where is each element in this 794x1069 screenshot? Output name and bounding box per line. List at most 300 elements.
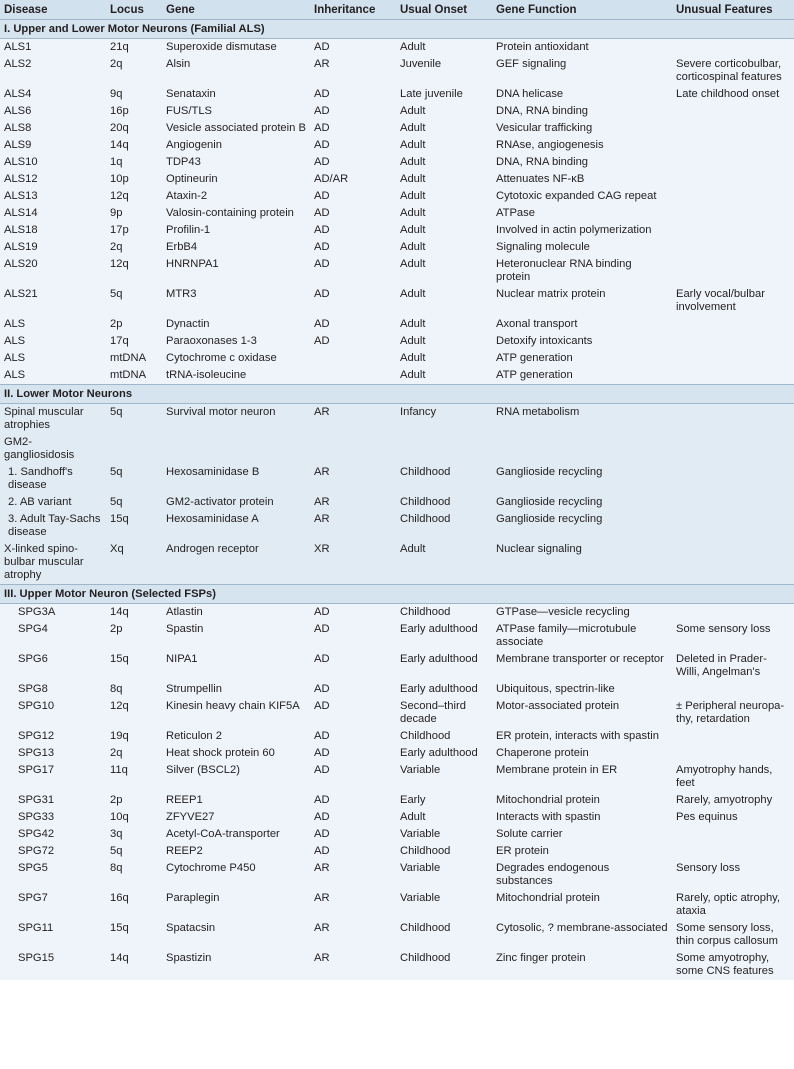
cell-gene: ZFYVE27 <box>162 809 310 826</box>
cell-disease: SPG15 <box>0 950 106 980</box>
cell-inheritance: AD <box>310 239 396 256</box>
cell-gene: Superoxide dismutase <box>162 39 310 57</box>
cell-inheritance: AD <box>310 286 396 316</box>
table-row <box>0 762 794 792</box>
cell-locus: 2q <box>106 745 162 762</box>
table-row <box>0 920 794 950</box>
cell-locus: 2q <box>106 239 162 256</box>
cell-usual-onset: Adult <box>396 188 492 205</box>
cell-disease: ALS19 <box>0 239 106 256</box>
cell-gene: Hexosaminidase B <box>162 464 310 494</box>
cell-inheritance: AR <box>310 890 396 920</box>
cell-usual-onset: Adult <box>396 333 492 350</box>
cell-gene: Spastizin <box>162 950 310 980</box>
cell-unusual-features: Late childhood onset <box>672 86 794 103</box>
cell-gene-function: Ganglioside recycling <box>492 511 672 541</box>
cell-locus: 10p <box>106 171 162 188</box>
table-row <box>0 809 794 826</box>
cell-unusual-features <box>672 404 794 435</box>
cell-usual-onset: Adult <box>396 39 492 57</box>
table-row <box>0 464 794 494</box>
cell-locus: 14q <box>106 950 162 980</box>
table-row <box>0 154 794 171</box>
cell-disease: SPG33 <box>0 809 106 826</box>
cell-disease: SPG7 <box>0 890 106 920</box>
cell-inheritance: AD <box>310 205 396 222</box>
cell-unusual-features <box>672 464 794 494</box>
cell-disease: 3. Adult Tay-Sachs disease <box>0 511 106 541</box>
cell-unusual-features: Rarely, optic atrophy, ataxia <box>672 890 794 920</box>
cell-inheritance: AD <box>310 698 396 728</box>
table-row <box>0 434 794 464</box>
cell-gene-function: GEF signaling <box>492 56 672 86</box>
table-row <box>0 511 794 541</box>
cell-locus: 14q <box>106 137 162 154</box>
table-row <box>0 728 794 745</box>
cell-usual-onset: Juvenile <box>396 56 492 86</box>
cell-unusual-features: Amyotrophy hands, feet <box>672 762 794 792</box>
cell-disease: ALS4 <box>0 86 106 103</box>
cell-unusual-features: Early vocal/bulbar involvement <box>672 286 794 316</box>
cell-disease: SPG42 <box>0 826 106 843</box>
cell-inheritance: AD <box>310 745 396 762</box>
cell-disease: SPG8 <box>0 681 106 698</box>
cell-inheritance: AR <box>310 56 396 86</box>
cell-gene: MTR3 <box>162 286 310 316</box>
table-row <box>0 350 794 367</box>
cell-disease: Spinal muscular atrophies <box>0 404 106 435</box>
table-row <box>0 950 794 980</box>
cell-gene-function: DNA, RNA binding <box>492 154 672 171</box>
cell-inheritance: AD <box>310 188 396 205</box>
cell-usual-onset: Adult <box>396 154 492 171</box>
cell-locus: 15q <box>106 651 162 681</box>
table-row <box>0 316 794 333</box>
cell-inheritance: AD <box>310 621 396 651</box>
cell-inheritance: AR <box>310 511 396 541</box>
cell-gene: Valosin-containing protein <box>162 205 310 222</box>
cell-usual-onset: Adult <box>396 239 492 256</box>
cell-inheritance: AD <box>310 137 396 154</box>
section-title: II. Lower Motor Neurons <box>0 385 794 404</box>
cell-locus: 17p <box>106 222 162 239</box>
table-row <box>0 188 794 205</box>
cell-gene-function: ATP generation <box>492 367 672 385</box>
cell-locus: 5q <box>106 404 162 435</box>
cell-gene: Angiogenin <box>162 137 310 154</box>
cell-disease: SPG3A <box>0 604 106 622</box>
cell-gene-function: Zinc finger protein <box>492 950 672 980</box>
cell-usual-onset: Adult <box>396 103 492 120</box>
cell-gene-function: Vesicular trafficking <box>492 120 672 137</box>
cell-disease: SPG72 <box>0 843 106 860</box>
table-row <box>0 39 794 57</box>
cell-gene-function: Membrane transporter or receptor <box>492 651 672 681</box>
cell-gene-function: Degrades endogenous substances <box>492 860 672 890</box>
table-row <box>0 404 794 435</box>
cell-gene: Hexosaminidase A <box>162 511 310 541</box>
cell-usual-onset: Adult <box>396 541 492 585</box>
cell-gene: ErbB4 <box>162 239 310 256</box>
section-header <box>0 585 794 604</box>
cell-gene-function: GTPase—vesicle recycling <box>492 604 672 622</box>
section-upper-motor-neuron <box>0 585 794 981</box>
cell-gene: TDP43 <box>162 154 310 171</box>
cell-unusual-features <box>672 222 794 239</box>
cell-unusual-features <box>672 137 794 154</box>
cell-usual-onset: Variable <box>396 762 492 792</box>
table-row <box>0 120 794 137</box>
cell-gene-function: Detoxify intoxicants <box>492 333 672 350</box>
cell-disease: ALS6 <box>0 103 106 120</box>
cell-gene: Cytochrome c oxidase <box>162 350 310 367</box>
cell-locus: 5q <box>106 286 162 316</box>
cell-usual-onset: Variable <box>396 890 492 920</box>
cell-gene: Dynactin <box>162 316 310 333</box>
cell-inheritance: AR <box>310 950 396 980</box>
cell-usual-onset: Childhood <box>396 920 492 950</box>
cell-unusual-features <box>672 188 794 205</box>
cell-gene-function: ATPase family—microtubule associate <box>492 621 672 651</box>
table-row <box>0 698 794 728</box>
cell-gene: NIPA1 <box>162 651 310 681</box>
cell-disease: ALS21 <box>0 286 106 316</box>
cell-gene-function: Nuclear matrix protein <box>492 286 672 316</box>
cell-inheritance: AR <box>310 860 396 890</box>
table-row <box>0 860 794 890</box>
cell-disease: SPG10 <box>0 698 106 728</box>
cell-locus: 12q <box>106 698 162 728</box>
cell-usual-onset: Childhood <box>396 464 492 494</box>
cell-usual-onset: Childhood <box>396 728 492 745</box>
table-row <box>0 745 794 762</box>
cell-inheritance: AD <box>310 809 396 826</box>
cell-locus: 17q <box>106 333 162 350</box>
cell-disease: SPG6 <box>0 651 106 681</box>
cell-unusual-features: Sensory loss <box>672 860 794 890</box>
cell-inheritance: AD <box>310 843 396 860</box>
section-title: III. Upper Motor Neuron (Selected FSPs) <box>0 585 794 604</box>
cell-unusual-features <box>672 494 794 511</box>
cell-inheritance: AD <box>310 681 396 698</box>
cell-gene-function: Cytosolic, ? membrane-associated <box>492 920 672 950</box>
cell-inheritance: AR <box>310 920 396 950</box>
cell-unusual-features: Some amyotrophy, some CNS features <box>672 950 794 980</box>
cell-gene: Cytochrome P450 <box>162 860 310 890</box>
cell-unusual-features <box>672 681 794 698</box>
cell-usual-onset: Early adulthood <box>396 681 492 698</box>
cell-locus: 3q <box>106 826 162 843</box>
cell-gene: Vesicle associated protein B <box>162 120 310 137</box>
cell-gene: Paraplegin <box>162 890 310 920</box>
cell-gene-function: ATP generation <box>492 350 672 367</box>
cell-inheritance: AR <box>310 464 396 494</box>
cell-inheritance: AD <box>310 39 396 57</box>
cell-gene-function: Membrane protein in ER <box>492 762 672 792</box>
cell-gene: GM2-activator protein <box>162 494 310 511</box>
cell-gene-function: DNA, RNA binding <box>492 103 672 120</box>
table-row <box>0 621 794 651</box>
cell-unusual-features <box>672 256 794 286</box>
cell-gene-function: Mitochondrial protein <box>492 890 672 920</box>
cell-locus: 8q <box>106 860 162 890</box>
table-row <box>0 86 794 103</box>
cell-locus: 9q <box>106 86 162 103</box>
cell-disease: ALS9 <box>0 137 106 154</box>
cell-unusual-features <box>672 120 794 137</box>
cell-disease: SPG13 <box>0 745 106 762</box>
cell-locus: 21q <box>106 39 162 57</box>
cell-unusual-features: Some sensory loss, thin corpus callosum <box>672 920 794 950</box>
cell-disease: SPG12 <box>0 728 106 745</box>
cell-unusual-features <box>672 826 794 843</box>
cell-disease: SPG11 <box>0 920 106 950</box>
cell-inheritance: AD <box>310 333 396 350</box>
cell-gene-function: Solute carrier <box>492 826 672 843</box>
cell-gene-function: Mitochondrial protein <box>492 792 672 809</box>
cell-locus: mtDNA <box>106 367 162 385</box>
cell-disease: ALS8 <box>0 120 106 137</box>
cell-gene-function: Involved in actin polymerization <box>492 222 672 239</box>
cell-gene: Optineurin <box>162 171 310 188</box>
cell-gene: Silver (BSCL2) <box>162 762 310 792</box>
cell-inheritance: AD <box>310 316 396 333</box>
section-familial-als <box>0 20 794 385</box>
cell-gene: Survival motor neuron <box>162 404 310 435</box>
cell-usual-onset: Early <box>396 792 492 809</box>
cell-usual-onset: Childhood <box>396 494 492 511</box>
cell-inheritance: AD <box>310 222 396 239</box>
table-row <box>0 56 794 86</box>
cell-gene: Kinesin heavy chain KIF5A <box>162 698 310 728</box>
table-row <box>0 890 794 920</box>
cell-usual-onset: Late juvenile <box>396 86 492 103</box>
cell-disease: ALS <box>0 316 106 333</box>
cell-unusual-features <box>672 511 794 541</box>
cell-gene-function: Chaperone protein <box>492 745 672 762</box>
cell-usual-onset: Adult <box>396 256 492 286</box>
cell-unusual-features: Severe corticobulbar, corticospinal features <box>672 56 794 86</box>
cell-unusual-features <box>672 367 794 385</box>
cell-gene-function: Ganglioside recycling <box>492 464 672 494</box>
cell-unusual-features <box>672 541 794 585</box>
table-row <box>0 205 794 222</box>
cell-gene: Reticulon 2 <box>162 728 310 745</box>
cell-gene-function: DNA helicase <box>492 86 672 103</box>
cell-gene-function: Heteronuclear RNA binding protein <box>492 256 672 286</box>
cell-unusual-features <box>672 434 794 464</box>
cell-gene-function: Signaling molecule <box>492 239 672 256</box>
cell-usual-onset: Adult <box>396 367 492 385</box>
cell-locus: 16p <box>106 103 162 120</box>
cell-unusual-features <box>672 604 794 622</box>
cell-inheritance: AD <box>310 792 396 809</box>
table-row <box>0 651 794 681</box>
table-row <box>0 843 794 860</box>
cell-inheritance <box>310 434 396 464</box>
section-header <box>0 20 794 39</box>
cell-inheritance: AR <box>310 404 396 435</box>
cell-locus: 14q <box>106 604 162 622</box>
cell-locus: 1q <box>106 154 162 171</box>
cell-gene: Alsin <box>162 56 310 86</box>
cell-usual-onset: Childhood <box>396 511 492 541</box>
cell-inheritance: AD <box>310 86 396 103</box>
cell-locus: 2q <box>106 56 162 86</box>
cell-locus <box>106 434 162 464</box>
cell-inheritance: AD <box>310 256 396 286</box>
cell-unusual-features <box>672 239 794 256</box>
cell-gene: Atlastin <box>162 604 310 622</box>
cell-usual-onset <box>396 434 492 464</box>
cell-disease: ALS20 <box>0 256 106 286</box>
table-row <box>0 541 794 585</box>
cell-inheritance <box>310 350 396 367</box>
header-row <box>0 0 794 20</box>
table-row <box>0 256 794 286</box>
table-row <box>0 792 794 809</box>
cell-gene-function: ER protein <box>492 843 672 860</box>
cell-unusual-features <box>672 39 794 57</box>
cell-locus: 11q <box>106 762 162 792</box>
cell-usual-onset: Variable <box>396 860 492 890</box>
cell-usual-onset: Infancy <box>396 404 492 435</box>
cell-locus: 9p <box>106 205 162 222</box>
cell-unusual-features: Some sensory loss <box>672 621 794 651</box>
cell-gene: REEP2 <box>162 843 310 860</box>
cell-locus: mtDNA <box>106 350 162 367</box>
table-row <box>0 826 794 843</box>
cell-disease: ALS2 <box>0 56 106 86</box>
cell-disease: SPG5 <box>0 860 106 890</box>
cell-usual-onset: Variable <box>396 826 492 843</box>
cell-gene-function: Ganglioside recycling <box>492 494 672 511</box>
cell-disease: ALS <box>0 350 106 367</box>
table-row <box>0 171 794 188</box>
cell-unusual-features <box>672 103 794 120</box>
cell-disease: ALS <box>0 333 106 350</box>
cell-disease: GM2-gangliosidosis <box>0 434 106 464</box>
table-row <box>0 239 794 256</box>
cell-inheritance: AD <box>310 826 396 843</box>
cell-locus: 5q <box>106 843 162 860</box>
cell-locus: 15q <box>106 920 162 950</box>
cell-locus: 19q <box>106 728 162 745</box>
cell-locus: 16q <box>106 890 162 920</box>
cell-inheritance: AD <box>310 728 396 745</box>
cell-disease: 1. Sandhoff's disease <box>0 464 106 494</box>
cell-unusual-features <box>672 154 794 171</box>
table-row <box>0 222 794 239</box>
section-lower-motor-neurons <box>0 385 794 585</box>
cell-gene: Spatacsin <box>162 920 310 950</box>
cell-locus: 2p <box>106 316 162 333</box>
cell-unusual-features <box>672 205 794 222</box>
header-locus: Locus <box>106 0 162 20</box>
cell-disease: ALS12 <box>0 171 106 188</box>
cell-locus: 5q <box>106 494 162 511</box>
header-gene: Gene <box>162 0 310 20</box>
cell-gene: Senataxin <box>162 86 310 103</box>
cell-disease: X-linked spino-bulbar muscular atrophy <box>0 541 106 585</box>
cell-gene-function: Motor-associated protein <box>492 698 672 728</box>
cell-usual-onset: Childhood <box>396 843 492 860</box>
cell-gene-function: Ubiquitous, spectrin-like <box>492 681 672 698</box>
cell-unusual-features <box>672 333 794 350</box>
header-unusual-features: Unusual Features <box>672 0 794 20</box>
cell-usual-onset: Adult <box>396 171 492 188</box>
cell-gene: Acetyl-CoA-transporter <box>162 826 310 843</box>
cell-usual-onset: Early adulthood <box>396 745 492 762</box>
cell-unusual-features <box>672 350 794 367</box>
cell-disease: SPG17 <box>0 762 106 792</box>
cell-inheritance: XR <box>310 541 396 585</box>
cell-unusual-features: Pes equinus <box>672 809 794 826</box>
cell-disease: ALS18 <box>0 222 106 239</box>
cell-usual-onset: Adult <box>396 286 492 316</box>
cell-gene-function: Protein antioxidant <box>492 39 672 57</box>
cell-gene: FUS/TLS <box>162 103 310 120</box>
cell-unusual-features <box>672 171 794 188</box>
header-gene-function: Gene Function <box>492 0 672 20</box>
cell-locus: 10q <box>106 809 162 826</box>
cell-locus: Xq <box>106 541 162 585</box>
cell-inheritance <box>310 367 396 385</box>
cell-inheritance: AR <box>310 494 396 511</box>
cell-gene: HNRNPA1 <box>162 256 310 286</box>
cell-disease: ALS13 <box>0 188 106 205</box>
cell-locus: 12q <box>106 188 162 205</box>
cell-disease: ALS14 <box>0 205 106 222</box>
cell-usual-onset: Early adulthood <box>396 651 492 681</box>
cell-gene: Profilin-1 <box>162 222 310 239</box>
cell-gene: REEP1 <box>162 792 310 809</box>
cell-inheritance: AD/AR <box>310 171 396 188</box>
cell-gene: Androgen receptor <box>162 541 310 585</box>
cell-usual-onset: Adult <box>396 120 492 137</box>
cell-usual-onset: Adult <box>396 809 492 826</box>
cell-locus: 15q <box>106 511 162 541</box>
cell-usual-onset: Adult <box>396 350 492 367</box>
cell-unusual-features: Deleted in Prader-Willi, Angelman's <box>672 651 794 681</box>
cell-disease: 2. AB variant <box>0 494 106 511</box>
cell-gene: Ataxin-2 <box>162 188 310 205</box>
cell-gene-function: Axonal transport <box>492 316 672 333</box>
cell-gene-function: Nuclear signaling <box>492 541 672 585</box>
cell-locus: 5q <box>106 464 162 494</box>
cell-gene <box>162 434 310 464</box>
cell-locus: 20q <box>106 120 162 137</box>
cell-inheritance: AD <box>310 762 396 792</box>
cell-gene: Spastin <box>162 621 310 651</box>
table-row <box>0 681 794 698</box>
cell-gene-function: RNA metabolism <box>492 404 672 435</box>
cell-gene-function: ATPase <box>492 205 672 222</box>
cell-locus: 8q <box>106 681 162 698</box>
cell-usual-onset: Adult <box>396 222 492 239</box>
cell-gene: Strumpellin <box>162 681 310 698</box>
cell-unusual-features <box>672 728 794 745</box>
table-row <box>0 604 794 622</box>
table-row <box>0 137 794 154</box>
cell-gene-function: ER protein, interacts with spastin <box>492 728 672 745</box>
cell-inheritance: AD <box>310 103 396 120</box>
cell-disease: ALS10 <box>0 154 106 171</box>
section-header <box>0 385 794 404</box>
cell-inheritance: AD <box>310 154 396 171</box>
cell-usual-onset: Second–third decade <box>396 698 492 728</box>
cell-usual-onset: Childhood <box>396 950 492 980</box>
